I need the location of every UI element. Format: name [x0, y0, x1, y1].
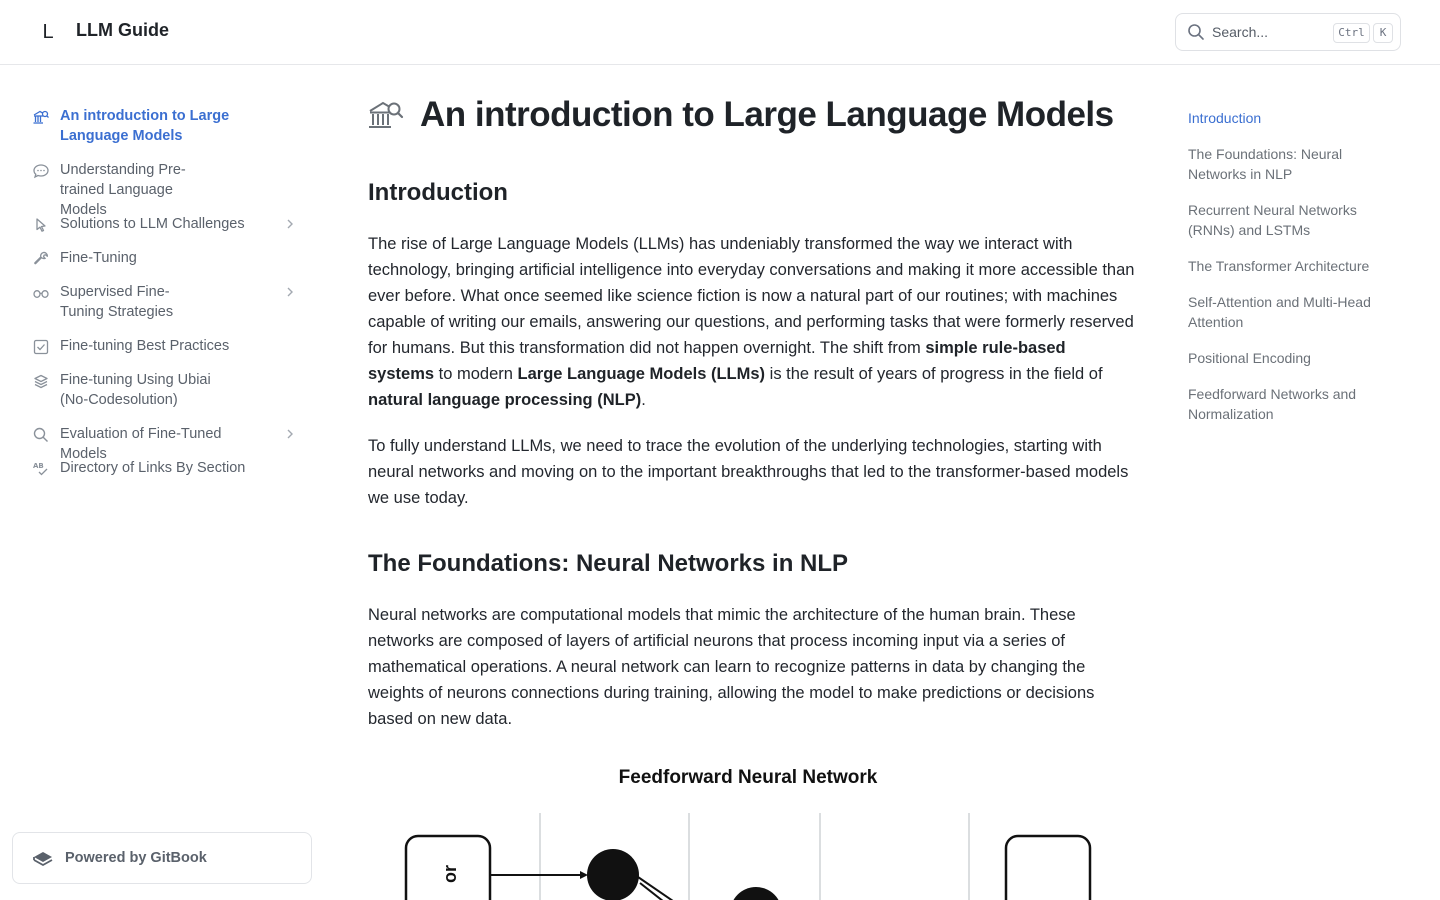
wrench-icon — [32, 250, 50, 268]
cursor-icon — [32, 216, 50, 234]
gitbook-icon — [32, 849, 54, 869]
figure-box-label: or — [440, 865, 460, 883]
chevron-right-icon[interactable] — [284, 428, 296, 440]
toc-item-self-attention[interactable]: Self-Attention and Multi-Head Attention — [1188, 294, 1371, 330]
toc-item-positional-encoding[interactable]: Positional Encoding — [1188, 350, 1311, 366]
layers-icon — [32, 372, 50, 390]
intro-paragraph-2: To fully understand LLMs, we need to trace the evolution of the underlying technologies, starting with neural networks and moving on to the important breakthroughs that led to the transformer-based models we use today. — [368, 437, 1129, 507]
search-input[interactable] — [1175, 13, 1401, 51]
sidebar-item-supervised-strategies[interactable] — [24, 276, 304, 328]
message-icon — [32, 162, 50, 180]
sidebar-item-best-practices[interactable] — [24, 330, 304, 362]
feedforward-network-figure — [368, 765, 1136, 900]
sidebar-item-label: Evaluation of Fine-Tuned Models — [60, 426, 222, 462]
sidebar-item-label: Fine-tuning Using Ubiai (No-Codesolution) — [60, 372, 211, 408]
sidebar-item-directory-links[interactable] — [24, 452, 304, 484]
kbd-k: K — [1373, 23, 1393, 43]
site-logo[interactable]: L — [42, 20, 54, 43]
sidebar-item-llm-challenges[interactable] — [24, 208, 304, 240]
top-header — [0, 0, 1440, 65]
chevron-right-icon[interactable] — [284, 286, 296, 298]
sidebar-item-label: An introduction to Large Language Models — [60, 108, 230, 144]
intro-paragraph-1: The rise of Large Language Models (LLMs) has undeniably transformed the way we interact with technology, bringing artificial intelligence into everyday conversations and making it more accessible than ever before. What once seemed like science fiction is now a natural part of our routines; with machines capable of writing our emails, answering our questions, and performing tasks that were formerly reserved for humans. But this transformation did not happen overnight. The shift from simple rule-based systems to modern Large Language Models (LLMs) is the result of years of progress in the field of natural language processing (NLP). — [368, 235, 1135, 409]
search-icon — [1187, 23, 1205, 41]
site-title[interactable]: LLM Guide — [76, 20, 169, 40]
search-placeholder: Search... — [1212, 24, 1269, 40]
toc-item-introduction[interactable]: Introduction — [1188, 110, 1262, 126]
toc-item-foundations[interactable]: The Foundations: Neural Networks in NLP — [1188, 146, 1343, 182]
sidebar-item-fine-tuning[interactable] — [24, 242, 304, 274]
sidebar-item-label: Supervised Fine-Tuning Strategies — [60, 284, 174, 320]
powered-by-label: Powered by GitBook — [65, 850, 207, 866]
kbd-ctrl: Ctrl — [1333, 23, 1370, 43]
sidebar-nav — [0, 65, 320, 900]
page-title: An introduction to Large Language Models — [420, 95, 1114, 134]
sidebar-item-label: Understanding Pre-trained Language Models — [60, 162, 186, 218]
sidebar-item-label: Solutions to LLM Challenges — [60, 216, 245, 232]
sidebar-item-label: Directory of Links By Section — [60, 460, 246, 476]
glasses-icon — [32, 284, 50, 302]
sidebar-item-label: Fine-Tuning — [60, 250, 137, 266]
figure-title: Feedforward Neural Network — [618, 767, 878, 788]
checkbox-icon — [32, 338, 50, 356]
sidebar-item-ubiai[interactable] — [24, 364, 304, 416]
museum-search-icon — [368, 99, 404, 131]
svg-text:AB: AB — [33, 462, 44, 470]
museum-search-icon — [32, 108, 50, 126]
sidebar-item-intro-llm[interactable] — [24, 100, 304, 152]
sidebar-item-label: Fine-tuning Best Practices — [60, 338, 230, 354]
chevron-right-icon[interactable] — [284, 218, 296, 230]
toc-item-rnn-lstm[interactable]: Recurrent Neural Networks (RNNs) and LSTMs — [1188, 202, 1357, 238]
toc-item-transformer[interactable]: The Transformer Architecture — [1188, 258, 1370, 274]
toc-item-feedforward-normalization[interactable]: Feedforward Networks and Normalization — [1188, 386, 1357, 422]
heading-introduction[interactable]: Introduction — [368, 179, 508, 206]
powered-by-gitbook[interactable] — [12, 832, 312, 884]
heading-foundations[interactable]: The Foundations: Neural Networks in NLP — [368, 550, 849, 577]
foundations-paragraph-1: Neural networks are computational models that mimic the architecture of the human brain. These networks are composed of layers of artificial neurons that process incoming input via a series of mathematical operations. A neural network can learn to recognize patterns in data by changing the weights of neurons connections during training, allowing the model to make predictions or decisions based on new data. — [368, 606, 1095, 728]
search-icon — [32, 426, 50, 444]
spellcheck-icon — [32, 460, 50, 478]
